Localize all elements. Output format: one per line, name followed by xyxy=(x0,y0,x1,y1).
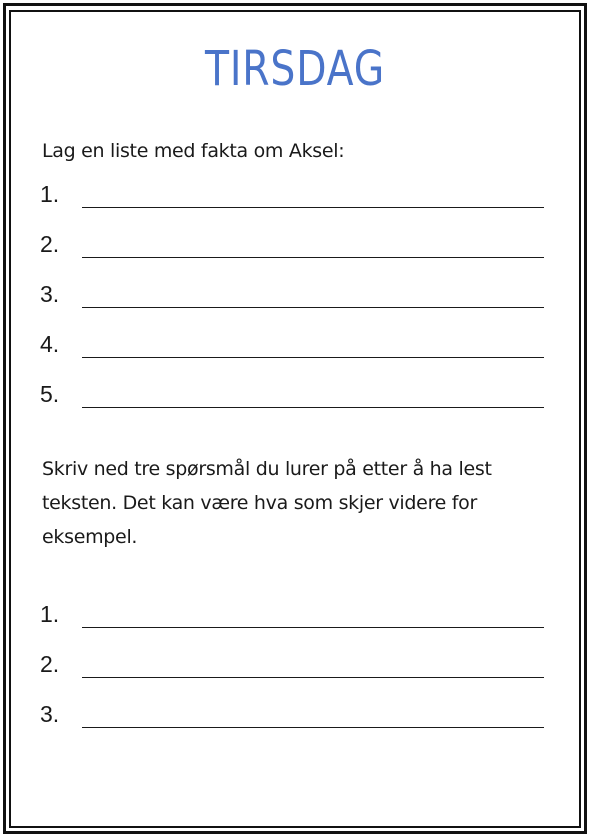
page-title: TIRSDAG xyxy=(204,41,386,97)
answer-line[interactable] xyxy=(40,376,544,410)
answer-line[interactable] xyxy=(40,596,544,630)
line-number: 3. xyxy=(40,701,60,727)
line-number: 5. xyxy=(40,381,60,407)
answer-line[interactable] xyxy=(40,696,544,730)
answer-line[interactable] xyxy=(40,326,544,360)
writing-line xyxy=(82,357,544,358)
writing-line xyxy=(82,307,544,308)
answer-line[interactable] xyxy=(40,646,544,680)
line-number: 1. xyxy=(40,601,60,627)
answer-line[interactable] xyxy=(40,226,544,260)
line-number: 1. xyxy=(40,181,60,207)
facts-prompt: Lag en liste med fakta om Aksel: xyxy=(42,140,345,162)
writing-line xyxy=(82,207,544,208)
writing-line xyxy=(82,727,544,728)
writing-line xyxy=(82,627,544,628)
line-number: 3. xyxy=(40,281,60,307)
line-number: 2. xyxy=(40,651,60,677)
questions-prompt: Skriv ned tre spørsmål du lurer på etter å ha lest teksten. Det kan være hva som skjer videre for eksempel. xyxy=(42,458,492,548)
line-number: 4. xyxy=(40,331,60,357)
line-number: 2. xyxy=(40,231,60,257)
writing-line xyxy=(82,677,544,678)
answer-line[interactable] xyxy=(40,276,544,310)
writing-line xyxy=(82,407,544,408)
answer-line[interactable] xyxy=(40,176,544,210)
writing-line xyxy=(82,257,544,258)
